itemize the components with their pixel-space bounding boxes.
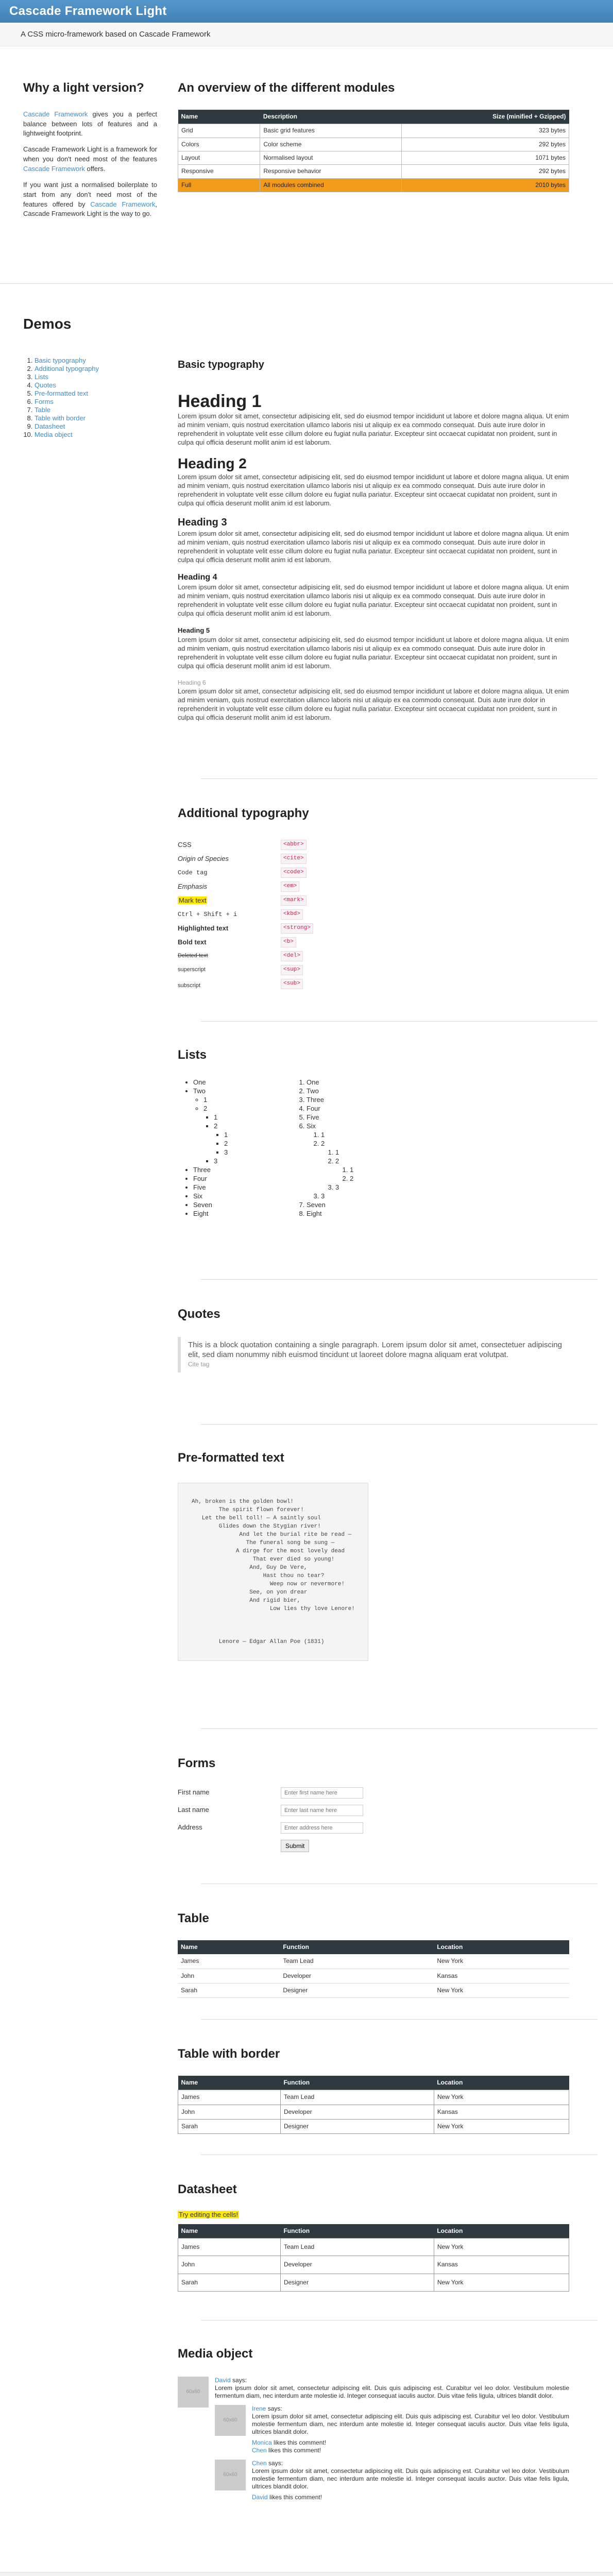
typo-mark: Mark text (179, 896, 207, 904)
table-row (178, 2090, 569, 2105)
list-item: 7. Seven (306, 1200, 404, 1209)
overview-title: An overview of the different modules (178, 81, 395, 95)
cell: Developer (280, 2105, 434, 2119)
media-body (252, 2405, 569, 2454)
lists-section (0, 1022, 613, 1279)
why-paragraph-2 (23, 145, 157, 174)
list-item (321, 1139, 404, 1192)
typo-sub: subscript (178, 982, 201, 989)
typo-strong: Highlighted text (178, 924, 229, 932)
cell: John (178, 2105, 281, 2119)
list-item-label: Six (306, 1122, 316, 1130)
list-item: ◦ 1 (203, 1095, 291, 1104)
table-row (178, 2239, 569, 2256)
table-section (0, 1884, 613, 2019)
table-row (178, 1969, 569, 1983)
editable-cell[interactable]: Developer (280, 2256, 434, 2274)
forms-section (0, 1729, 613, 1884)
media-object (178, 2377, 569, 2506)
table-row (178, 2256, 569, 2274)
list-item: 8. Eight (306, 1209, 404, 1218)
avatar-placeholder: 60x60 (178, 2377, 209, 2408)
table-border-block (178, 2045, 569, 2155)
cell: 292 bytes (401, 165, 569, 178)
ordered-list (291, 1078, 404, 1218)
nested-ordered-list (306, 1130, 404, 1200)
tag-label: <em> (281, 882, 299, 892)
demo-link[interactable]: Additional typography (35, 364, 99, 372)
cell: New York (434, 1983, 569, 1997)
lorem-paragraph: Lorem ipsum dolor sit amet, consectetur adipisicing elit, sed do eiusmod tempor incididunt ut labore et dolore magna aliqua. Ut enim ad minim veniam, quis nostrud exercitation ullamco laboris nisi ut aliquip ex ea commodo consequat. Duis aute irure dolor in reprehenderit in voluptate velit esse cillum dolore eu fugiat nulla pariatur. Excepteur sint occaecat cupidatat non proident, sunt in culpa qui officia deserunt mollit anim id est laborum. (178, 473, 569, 507)
datasheet-hint-wrap (178, 2210, 569, 2220)
why-column (23, 79, 178, 283)
liker-link[interactable]: Chen (252, 2446, 267, 2454)
additional-typography-section (0, 779, 613, 1021)
cell: Sarah (178, 1983, 280, 1997)
why-text-1: gives you a perfect balance between lots of features and a lightweight footprint. (23, 110, 157, 138)
like-line (252, 2447, 569, 2454)
table-row (178, 124, 569, 138)
nested-ordered-list (335, 1165, 404, 1183)
list-item (306, 1122, 404, 1200)
why-text-3b: , Cascade Framework Light is the way to go. (23, 200, 157, 218)
cell: Color scheme (260, 138, 402, 151)
datasheet-section (0, 2155, 613, 2320)
additional-typography (178, 805, 569, 1021)
typo-row (178, 936, 569, 950)
typo-abbr: CSS (178, 840, 192, 849)
quote-text: This is a block quotation containing a single paragraph. Lorem ipsum dolor sit amet, consectetuer adipiscing elit, sed diam nonummy nibh euismod tincidunt ut laoreet dolore magna aliquam erat volutpat. (188, 1340, 562, 1359)
cascade-link-3[interactable]: Cascade Framework (90, 200, 156, 208)
preformatted (178, 1449, 569, 1728)
avatar-placeholder: 60x60 (215, 2460, 246, 2490)
media-block (178, 2345, 569, 2572)
cell: 2010 bytes (401, 178, 569, 192)
typo-kbd: Ctrl + Shift + i (178, 910, 237, 918)
heading-2: Heading 2 (178, 455, 247, 471)
cell: Sarah (178, 2119, 281, 2133)
data-table (178, 1940, 569, 1998)
heading-6: Heading 6 (178, 679, 206, 686)
tag-label: <mark> (281, 895, 306, 906)
list-item (35, 357, 157, 365)
list-item: 5. Five (306, 1113, 404, 1122)
why-text-3a: If you want just a normalised boilerplate to start from any don't need most of the features offered by (23, 180, 157, 208)
editable-cell[interactable]: New York (434, 2239, 569, 2256)
typo-cite: Origin of Species (178, 854, 229, 862)
cell: Grid (178, 124, 260, 138)
list-item: • Five (193, 1183, 291, 1192)
typo-row (178, 977, 569, 991)
nested-ordered-list (321, 1148, 404, 1192)
cascade-link-1[interactable]: Cascade Framework (23, 110, 88, 118)
author-link[interactable]: David (215, 2376, 231, 2384)
list-item: ▪ 1 (214, 1113, 291, 1122)
says-text: says: (266, 2404, 282, 2412)
cell: Normalised layout (260, 151, 402, 164)
site-subtitle: A CSS micro-framework based on Cascade Framework (21, 29, 211, 39)
avatar-placeholder: 60x60 (215, 2405, 246, 2436)
list-item-label: 2 (321, 1139, 325, 1147)
editable-cell[interactable]: Designer (280, 2274, 434, 2291)
list-item: 1. One (306, 1078, 404, 1087)
tag-label: <abbr> (281, 840, 306, 850)
tag-label: <sub> (281, 979, 303, 989)
typo-code: Code tag (178, 869, 208, 876)
demos-section (0, 284, 613, 778)
cell: New York (434, 2119, 569, 2133)
list-item: 1. 1 (321, 1130, 404, 1139)
header-bar (0, 0, 613, 23)
comment-text: Lorem ipsum dolor sit amet, consectetur adipiscing elit. Duis quis adipiscing est. Curabitur vel leo dolor. Vestibulum molestie fermentum diam, nec interdum ante molestie id. Integer consequat iaculis auctor. Duis vitae felis ligula, ultrices blandit dolor. (215, 2384, 569, 2399)
why-paragraph-1 (23, 110, 157, 139)
column-header: Location (434, 1940, 569, 1954)
list-item: • Eight (193, 1209, 291, 1218)
liker-link[interactable]: David (252, 2493, 268, 2501)
comment-author-line (252, 2460, 569, 2467)
ordered-list-block (291, 1078, 404, 1218)
unordered-list-block (178, 1078, 291, 1218)
list-item (214, 1122, 291, 1157)
media-object-nested (215, 2405, 569, 2454)
cell: Layout (178, 151, 260, 164)
likes-text: likes this comment! (271, 2438, 327, 2446)
datasheet-table (178, 2224, 569, 2292)
additional-typography-title: Additional typography (178, 806, 309, 820)
tag-label: <kbd> (281, 909, 303, 920)
comment-author-line (252, 2405, 569, 2413)
column-header: Name (178, 2224, 281, 2239)
editable-cell[interactable]: Team Lead (280, 2239, 434, 2256)
pre-section (0, 1425, 613, 1728)
cell: James (178, 1954, 280, 1969)
last-name-field[interactable] (281, 1805, 363, 1816)
list-item-label: 2 (203, 1104, 208, 1112)
says-text: says: (266, 2459, 283, 2467)
list-item: • Six (193, 1192, 291, 1200)
table-border-section (0, 2020, 613, 2155)
list-item-label: 2 (335, 1157, 339, 1165)
preformatted-block: Ah, broken is the golden bowl! The spirit flown forever! Let the bell toll! — A saintly soul Glides down the Stygian river! And let the burial rite be read — The funeral song be sung — A dirge for the most lovely dead That ever died so young! And, Guy De Vere, Hast thou no tear? Weep now or nevermore! See, on yon drear And rigid bier, Low lies thy love Lenore! Lenore — Edgar Allan Poe (1831) (178, 1483, 368, 1661)
list-item (335, 1157, 404, 1183)
list-item (35, 406, 157, 414)
cell: Developer (280, 1969, 434, 1983)
site-title: Cascade Framework Light (9, 4, 167, 18)
cell: Designer (280, 2119, 434, 2133)
comment-text: Lorem ipsum dolor sit amet, consectetur adipiscing elit. Duis quis adipiscing est. Curabitur vel leo dolor. Vestibulum molestie fermentum diam, nec interdum ante molestie id. Integer consequat iaculis auctor. Duis vitae felis ligula, ultrices blandit dolor. (252, 2412, 569, 2435)
comment-text: Lorem ipsum dolor sit amet, consectetur adipiscing elit. Duis quis adipiscing est. Curabitur vel leo dolor. Vestibulum molestie fermentum diam, nec interdum ante molestie id. Integer consequat iaculis auctor. Duis vitae felis ligula, ultrices blandit dolor. (252, 2467, 569, 2490)
tag-label: <b> (281, 937, 296, 947)
last-name-label: Last name (178, 1806, 209, 1814)
typo-mark-wrap (178, 896, 281, 906)
column-header: Name (178, 1940, 280, 1954)
demo-link[interactable]: Table (35, 405, 51, 414)
submit-button[interactable]: Submit (281, 1840, 309, 1852)
cell: John (178, 1969, 280, 1983)
address-field[interactable] (281, 1822, 363, 1834)
quotes (178, 1306, 569, 1424)
overview-column (178, 79, 569, 283)
typo-row (178, 838, 569, 852)
basic-typography (178, 314, 569, 778)
nested-list (203, 1113, 291, 1165)
demo-link[interactable]: Datasheet (35, 422, 65, 430)
basic-typography-title: Basic typography (178, 359, 264, 370)
cell: Team Lead (280, 1954, 434, 1969)
typo-row (178, 922, 569, 936)
cell: Designer (280, 1983, 434, 1997)
list-item: ▪ 3 (224, 1148, 291, 1157)
cell: Kansas (434, 1969, 569, 1983)
overview-header: Size (minified + Gzipped) (401, 110, 569, 124)
likes-text: likes this comment! (267, 2493, 322, 2501)
list-item (35, 365, 157, 373)
lists (178, 1046, 569, 1279)
column-header: Function (280, 2076, 434, 2090)
demo-link[interactable]: Basic typography (35, 356, 86, 364)
list-item (35, 381, 157, 389)
subtitle-bar (0, 23, 613, 46)
quote-cite: Cite tag (188, 1360, 210, 1368)
cell: New York (434, 1954, 569, 1969)
typo-row (178, 866, 569, 880)
demos-title: Demos (23, 316, 72, 332)
list-item: ▪ 1 (224, 1130, 291, 1139)
bordered-table (178, 2076, 569, 2134)
demo-link[interactable]: Table with border (35, 414, 86, 422)
pre-title: Pre-formatted text (178, 1451, 284, 1465)
table-title: Table (178, 1911, 209, 1925)
editable-cell[interactable]: New York (434, 2274, 569, 2291)
list-item: • Seven (193, 1200, 291, 1209)
nested-list (214, 1130, 291, 1157)
cell: Responsive behavior (260, 165, 402, 178)
tag-label: <sup> (281, 965, 303, 975)
like-line (252, 2494, 569, 2501)
list-item (35, 389, 157, 398)
media-title: Media object (178, 2347, 253, 2361)
lists-title: Lists (178, 1048, 207, 1062)
cell: Basic grid features (260, 124, 402, 138)
media-section (0, 2320, 613, 2572)
typo-bold: Bold text (178, 938, 207, 946)
column-header: Name (178, 2076, 281, 2090)
unordered-list (178, 1078, 291, 1218)
footer (0, 2572, 613, 2576)
heading-1: Heading 1 (178, 392, 262, 411)
author-link[interactable]: Chen (252, 2459, 267, 2467)
cell: Responsive (178, 165, 260, 178)
list-item (35, 414, 157, 422)
list-item: 2. Two (306, 1087, 404, 1095)
heading-4: Heading 4 (178, 573, 217, 582)
heading-5: Heading 5 (178, 626, 210, 634)
table-row (178, 151, 569, 164)
demo-link[interactable]: Lists (35, 372, 48, 381)
media-body (252, 2460, 569, 2501)
overview-header: Description (260, 110, 402, 124)
cell: New York (434, 2090, 569, 2105)
lorem-paragraph: Lorem ipsum dolor sit amet, consectetur adipisicing elit, sed do eiusmod tempor incididunt ut labore et dolore magna aliqua. Ut enim ad minim veniam, quis nostrud exercitation ullamco laboris nisi ut aliquip ex ea commodo consequat. Duis aute irure dolor in reprehenderit in voluptate velit esse cillum dolore eu fugiat nulla pariatur. Excepteur sint occaecat cupidatat non proident, sunt in culpa qui officia deserunt mollit anim id est laborum. (178, 583, 569, 617)
list-item: ▪ 2 (224, 1139, 291, 1148)
table-block (178, 1910, 569, 2019)
list-item (193, 1087, 291, 1165)
typo-del: Deleted text (178, 953, 208, 959)
cell: 292 bytes (401, 138, 569, 151)
editable-cell[interactable]: Sarah (178, 2274, 281, 2291)
cell: Team Lead (280, 2090, 434, 2105)
table-row (178, 165, 569, 178)
media-body (215, 2377, 569, 2506)
list-item-label: 2 (214, 1122, 218, 1130)
list-item (35, 398, 157, 406)
why-text-2a: Cascade Framework Light is a framework for when you don't need most of the features (23, 145, 157, 163)
likes-text: likes this comment! (266, 2446, 321, 2454)
tag-label: <cite> (281, 854, 306, 864)
list-item (35, 431, 157, 439)
cell: 1071 bytes (401, 151, 569, 164)
cell: All modules combined (260, 178, 402, 192)
says-text: says: (230, 2376, 247, 2384)
author-link[interactable]: Irene (252, 2404, 266, 2412)
forms (178, 1755, 569, 1884)
first-name-field[interactable] (281, 1787, 363, 1799)
list-item: ▪ 3 (214, 1157, 291, 1165)
overview-table (178, 110, 569, 192)
address-label: Address (178, 1823, 202, 1832)
like-line (252, 2439, 569, 2447)
list-item: 1. 1 (335, 1148, 404, 1157)
list-item: 4. Four (306, 1104, 404, 1113)
table-row (178, 138, 569, 151)
heading-3: Heading 3 (178, 517, 227, 528)
demo-link[interactable]: Forms (35, 397, 54, 405)
cell: Kansas (434, 2105, 569, 2119)
datasheet-block (178, 2181, 569, 2320)
table-row (178, 1983, 569, 1997)
liker-link[interactable]: Monica (252, 2438, 272, 2446)
forms-title: Forms (178, 1756, 216, 1770)
lorem-paragraph: Lorem ipsum dolor sit amet, consectetur adipisicing elit, sed do eiusmod tempor incididunt ut labore et dolore magna aliqua. Ut enim ad minim veniam, quis nostrud exercitation ullamco laboris nisi ut aliquip ex ea commodo consequat. Duis aute irure dolor in reprehenderit in voluptate velit esse cillum dolore eu fugiat nulla pariatur. Excepteur sint occaecat cupidatat non proident, sunt in culpa qui officia deserunt mollit anim id est laborum. (178, 687, 569, 721)
table-border-title: Table with border (178, 2047, 280, 2061)
typo-row (178, 908, 569, 922)
demos-list (23, 357, 157, 439)
lorem-paragraph: Lorem ipsum dolor sit amet, consectetur adipisicing elit, sed do eiusmod tempor incididunt ut labore et dolore magna aliqua. Ut enim ad minim veniam, quis nostrud exercitation ullamco laboris nisi ut aliquip ex ea commodo consequat. Duis aute irure dolor in reprehenderit in voluptate velit esse cillum dolore eu fugiat nulla pariatur. Excepteur sint occaecat cupidatat non proident, sunt in culpa qui officia deserunt mollit anim id est laborum. (178, 530, 569, 564)
typo-row (178, 950, 569, 963)
why-text-2b: offers. (84, 165, 106, 173)
quotes-title: Quotes (178, 1307, 220, 1321)
table-row-total (178, 178, 569, 192)
typo-row (178, 852, 569, 866)
typo-em: Emphasis (178, 882, 208, 890)
list-item: 3. Three (306, 1095, 404, 1104)
lorem-paragraph: Lorem ipsum dolor sit amet, consectetur adipisicing elit, sed do eiusmod tempor incididunt ut labore et dolore magna aliqua. Ut enim ad minim veniam, quis nostrud exercitation ullamco laboris nisi ut aliquip ex ea commodo consequat. Duis aute irure dolor in reprehenderit in voluptate velit esse cillum dolore eu fugiat nulla pariatur. Excepteur sint occaecat cupidatat non proident, sunt in culpa qui officia deserunt mollit anim id est laborum. (178, 412, 569, 446)
first-name-label: First name (178, 1788, 210, 1797)
list-item: • Three (193, 1165, 291, 1174)
media-object-nested (215, 2460, 569, 2501)
typo-row (178, 894, 569, 908)
list-item: 3. 3 (335, 1183, 404, 1192)
why-title: Why a light version? (23, 81, 144, 95)
cell: Colors (178, 138, 260, 151)
table-row (178, 2119, 569, 2133)
typo-sup: superscript (178, 967, 206, 973)
datasheet-title: Datasheet (178, 2182, 237, 2196)
demo-link[interactable]: Media object (35, 430, 73, 438)
table-row (178, 2274, 569, 2291)
column-header: Location (434, 2224, 569, 2239)
list-item (35, 373, 157, 381)
why-paragraph-3 (23, 180, 157, 219)
cascade-link-2[interactable]: Cascade Framework (23, 165, 85, 173)
datasheet-hint: Try editing the cells! (179, 2210, 239, 2218)
tag-label: <del> (281, 951, 303, 961)
overview-header: Name (178, 110, 260, 124)
editable-cell[interactable]: John (178, 2256, 281, 2274)
lorem-paragraph: Lorem ipsum dolor sit amet, consectetur adipisicing elit, sed do eiusmod tempor incididunt ut labore et dolore magna aliqua. Ut enim ad minim veniam, quis nostrud exercitation ullamco laboris nisi ut aliquip ex ea commodo consequat. Duis aute irure dolor in reprehenderit in voluptate velit esse cillum dolore eu fugiat nulla pariatur. Excepteur sint occaecat cupidatat non proident, sunt in culpa qui officia deserunt mollit anim id est laborum. (178, 636, 569, 670)
column-header: Location (434, 2076, 569, 2090)
column-header: Function (280, 2224, 434, 2239)
typo-row (178, 880, 569, 894)
table-row (178, 2105, 569, 2119)
nested-list (193, 1095, 291, 1165)
cell: James (178, 2090, 281, 2105)
intro-section (0, 46, 613, 283)
list-item (35, 422, 157, 431)
demo-link[interactable]: Pre-formatted text (35, 389, 89, 397)
editable-cell[interactable]: Kansas (434, 2256, 569, 2274)
list-item: 2. 2 (350, 1174, 404, 1183)
typo-row (178, 963, 569, 977)
list-item (203, 1104, 291, 1165)
cell: 323 bytes (401, 124, 569, 138)
demo-link[interactable]: Quotes (35, 381, 56, 389)
cell: Full (178, 178, 260, 192)
tag-label: <strong> (281, 923, 313, 934)
column-header: Function (280, 1940, 434, 1954)
list-item: 1. 1 (350, 1165, 404, 1174)
list-item: • Four (193, 1174, 291, 1183)
demos-column (23, 314, 178, 778)
form-row (178, 1819, 569, 1837)
table-row (178, 1954, 569, 1969)
list-item-label: Two (193, 1087, 206, 1095)
tag-label: <code> (281, 868, 306, 878)
list-item: • One (193, 1078, 291, 1087)
editable-cell[interactable]: James (178, 2239, 281, 2256)
quotes-section (0, 1280, 613, 1424)
form-row (178, 1784, 569, 1802)
lists-wrap (178, 1078, 569, 1218)
form-row (178, 1802, 569, 1819)
comment-author-line (215, 2377, 569, 2384)
list-item: 3. 3 (321, 1192, 404, 1200)
blockquote (178, 1337, 569, 1372)
